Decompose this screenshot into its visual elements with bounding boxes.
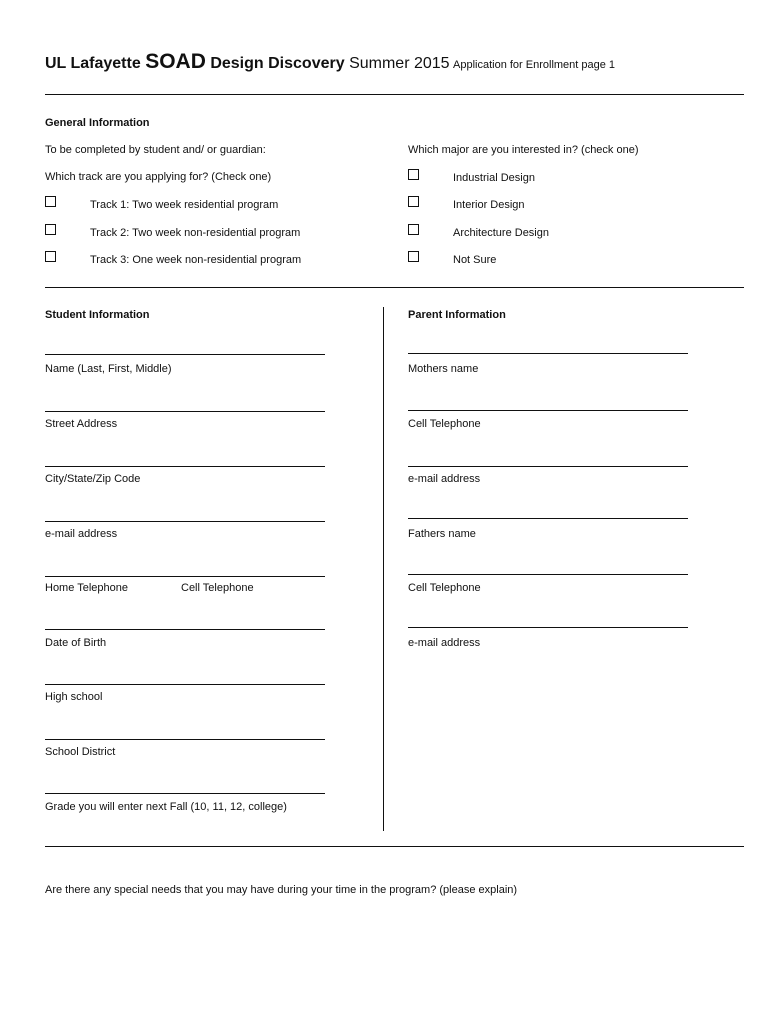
student-name-label: Name (Last, First, Middle) <box>45 363 172 375</box>
student-highschool-label: High school <box>45 691 103 703</box>
title-part1: UL Lafayette <box>45 55 141 72</box>
bottom-divider <box>45 846 744 847</box>
major-industrial-label: Industrial Design <box>453 172 535 184</box>
student-city-label: City/State/Zip Code <box>45 473 141 485</box>
student-phone-field[interactable] <box>45 576 325 577</box>
major-not-sure-label: Not Sure <box>453 254 497 266</box>
student-street-field[interactable] <box>45 411 325 412</box>
track-1-label: Track 1: Two week residential program <box>90 199 279 211</box>
major-not-sure-checkbox[interactable] <box>408 251 419 262</box>
father-name-field[interactable] <box>408 518 688 519</box>
student-district-label: School District <box>45 746 116 758</box>
major-architecture-label: Architecture Design <box>453 227 549 239</box>
student-cell-phone-label: Cell Telephone <box>181 582 254 594</box>
column-divider <box>383 307 384 831</box>
father-cell-label: Cell Telephone <box>408 582 481 594</box>
mother-name-field[interactable] <box>408 353 688 354</box>
track-1-checkbox[interactable] <box>45 196 56 207</box>
special-needs-question: Are there any special needs that you may have during your time in the program? (please explain) <box>45 884 518 896</box>
header-divider <box>45 94 744 95</box>
student-grade-field[interactable] <box>45 793 325 794</box>
completed-by-text: To be completed by student and/ or guardian: <box>45 144 266 156</box>
student-name-field[interactable] <box>45 354 325 355</box>
student-dob-field[interactable] <box>45 629 325 630</box>
father-email-field[interactable] <box>408 627 688 628</box>
father-cell-field[interactable] <box>408 574 688 575</box>
title-part3: Summer 2015 <box>349 55 450 72</box>
general-divider <box>45 287 744 288</box>
track-question: Which track are you applying for? (Check one) <box>45 171 272 183</box>
father-email-label: e-mail address <box>408 637 481 649</box>
mother-cell-field[interactable] <box>408 410 688 411</box>
student-dob-label: Date of Birth <box>45 637 107 649</box>
student-email-label: e-mail address <box>45 528 118 540</box>
page-title <box>45 50 450 76</box>
major-question: Which major are you interested in? (check one) <box>408 144 639 156</box>
student-street-label: Street Address <box>45 418 118 430</box>
mother-email-field[interactable] <box>408 466 688 467</box>
father-name-label: Fathers name <box>408 528 476 540</box>
student-city-field[interactable] <box>45 466 325 467</box>
major-interior-label: Interior Design <box>453 199 525 211</box>
student-home-phone-label: Home Telephone <box>45 582 128 594</box>
mother-name-label: Mothers name <box>408 363 479 375</box>
mother-email-label: e-mail address <box>408 473 481 485</box>
major-architecture-checkbox[interactable] <box>408 224 419 235</box>
track-2-label: Track 2: Two week non-residential program <box>90 227 301 239</box>
title-part2: Design Discovery <box>210 55 345 72</box>
page-subtitle: Application for Enrollment page 1 <box>453 59 616 71</box>
student-heading: Student Information <box>45 309 150 321</box>
track-2-checkbox[interactable] <box>45 224 56 235</box>
student-highschool-field[interactable] <box>45 684 325 685</box>
student-grade-label: Grade you will enter next Fall (10, 11, 12, college) <box>45 801 287 813</box>
title-soad: SOAD <box>145 50 206 73</box>
mother-cell-label: Cell Telephone <box>408 418 481 430</box>
student-district-field[interactable] <box>45 739 325 740</box>
track-3-checkbox[interactable] <box>45 251 56 262</box>
track-3-label: Track 3: One week non-residential program <box>90 254 302 266</box>
general-heading: General Information <box>45 117 150 129</box>
student-email-field[interactable] <box>45 521 325 522</box>
major-industrial-checkbox[interactable] <box>408 169 419 180</box>
major-interior-checkbox[interactable] <box>408 196 419 207</box>
parent-heading: Parent Information <box>408 309 506 321</box>
